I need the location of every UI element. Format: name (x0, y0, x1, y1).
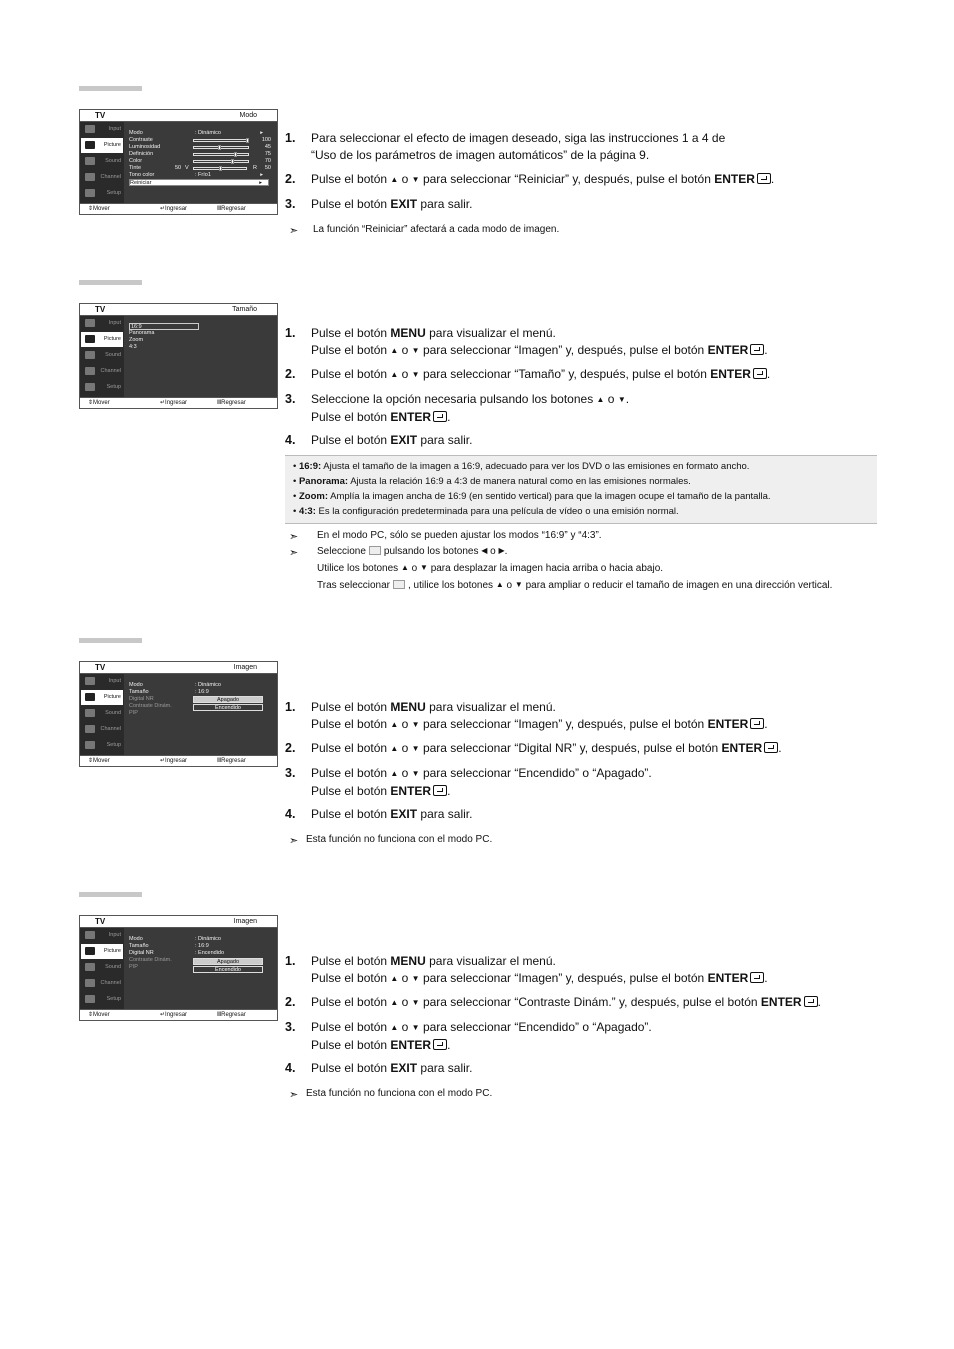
osd-row: Definición 75 (129, 151, 271, 157)
bullet-item: • 4:3: Es la configuración predeterminada para una película de vídeo o una emisión normal. (293, 506, 679, 517)
popup-option-selected: Apagado (193, 958, 263, 965)
picture-icon (85, 947, 95, 955)
osd-bottom-bar: ⇕ Mover ↵ Ingresar Ⅲ Regresar (80, 755, 277, 766)
sound-icon (85, 351, 95, 359)
osd-menu-digital-nr (79, 661, 278, 767)
osd-sidebar (80, 928, 124, 1009)
side-sound: Sound (81, 706, 123, 721)
osd-option: Panorama (129, 330, 155, 336)
osd-title: Imagen (233, 664, 257, 671)
osd-tv-label: TV (95, 917, 106, 926)
osd-row: Contraste Dinám. (129, 957, 172, 963)
setup-icon (85, 383, 95, 391)
channel-icon (85, 367, 95, 375)
osd-row: Digital NR : Encendido (129, 950, 225, 956)
input-icon (85, 319, 95, 327)
screen-mode-icon (369, 546, 381, 555)
osd-row: Modo : Dinámico ▸ (129, 130, 263, 136)
osd-menu-modo (79, 109, 278, 215)
osd-row: Color 70 (129, 158, 271, 164)
picture-icon (85, 693, 95, 701)
enter-icon (757, 173, 771, 184)
picture-icon (85, 141, 95, 149)
enter-icon (433, 785, 447, 796)
osd-title: Imagen (233, 918, 257, 925)
setup-icon (85, 189, 95, 197)
channel-icon (85, 725, 95, 733)
osd-bottom-bar: ⇕ Mover ↵ Ingresar Ⅲ Regresar (80, 1009, 277, 1020)
popup-option: Encendido (193, 704, 263, 711)
bullet-item: • 16:9: Ajusta el tamaño de la imagen a 16:9, adecuado para ver los DVD o las emisiones en formato ancho. (293, 461, 750, 472)
section-divider (79, 892, 142, 897)
sound-icon (85, 157, 95, 165)
channel-icon (85, 173, 95, 181)
osd-sidebar (80, 122, 124, 203)
zoom-mode-icon (393, 580, 405, 589)
osd-menu-contraste-dinam (79, 915, 278, 1021)
setup-icon (85, 995, 95, 1003)
side-picture: Picture (81, 690, 123, 705)
note: ➣ Esta función no funciona con el modo PC. (289, 834, 493, 847)
osd-row: Luminosidad 45 (129, 144, 271, 150)
channel-icon (85, 979, 95, 987)
osd-row: Tinte 50 V R 50 (129, 165, 271, 171)
side-input: Input (81, 674, 123, 689)
enter-icon (804, 996, 818, 1007)
side-sound: Sound (81, 154, 123, 169)
osd-row: Tono color : Frío1 ▸ (129, 172, 263, 178)
section-divider (79, 280, 142, 285)
enter-icon (750, 718, 764, 729)
osd-row: Tamaño : 16:9 (129, 689, 209, 695)
enter-icon (750, 344, 764, 355)
note-arrow-icon: ➣ (289, 531, 299, 543)
bullet-item: • Panorama: Ajusta la relación 16:9 a 4:3 de manera natural como en las emisiones normales. (293, 476, 691, 487)
osd-row: PIP (129, 710, 138, 716)
popup-option-selected: Apagado (193, 696, 263, 703)
note: ➣ La función “Reiniciar” afectará a cada modo de imagen. (289, 224, 560, 237)
osd-row: Tamaño : 16:9 (129, 943, 209, 949)
side-setup: Setup (81, 380, 123, 395)
input-icon (85, 125, 95, 133)
note: ➣ Seleccione pulsando los botones ◀ o ▶. (289, 546, 508, 559)
section-divider (79, 86, 142, 91)
side-input: Input (81, 122, 123, 137)
sound-icon (85, 963, 95, 971)
popup-option: Encendido (193, 966, 263, 973)
side-setup: Setup (81, 186, 123, 201)
osd-row-selected: Reiniciar ▸ (129, 179, 269, 186)
enter-icon (433, 1039, 447, 1050)
sound-icon (85, 709, 95, 717)
osd-menu-tamano (79, 303, 278, 409)
note: ➣ Esta función no funciona con el modo PC. (289, 1088, 493, 1101)
side-setup: Setup (81, 992, 123, 1007)
enter-icon (750, 972, 764, 983)
osd-title: Modo (239, 112, 257, 119)
side-picture: Picture (81, 944, 123, 959)
note-arrow-icon: ➣ (289, 547, 299, 559)
side-setup: Setup (81, 738, 123, 753)
bullet-item: • Zoom: Amplía la imagen ancha de 16:9 (en sentido vertical) para que la imagen ocupe el tamaño de la pantalla. (293, 491, 771, 502)
note-arrow-icon: ➣ (289, 1089, 299, 1101)
size-options-box (285, 455, 877, 524)
osd-row: Digital NR (129, 696, 154, 702)
side-channel: Channel (81, 976, 123, 991)
note-arrow-icon: ➣ (289, 225, 299, 237)
side-input: Input (81, 928, 123, 943)
enter-icon (753, 368, 767, 379)
osd-bottom-bar: ⇕ Mover ↵ Ingresar Ⅲ Regresar (80, 203, 277, 214)
osd-tv-label: TV (95, 111, 106, 120)
setup-icon (85, 741, 95, 749)
osd-row: Contraste Dinám. (129, 703, 172, 709)
osd-option: Zoom (129, 337, 144, 343)
side-picture: Picture (81, 332, 123, 347)
input-icon (85, 677, 95, 685)
osd-option: 4:3 (129, 344, 137, 350)
osd-row: Modo : Dinámico (129, 936, 221, 942)
osd-tv-label: TV (95, 305, 106, 314)
enter-icon (433, 411, 447, 422)
side-channel: Channel (81, 722, 123, 737)
osd-row: Modo : Dinámico (129, 682, 221, 688)
osd-title: Tamaño (232, 306, 257, 313)
side-input: Input (81, 316, 123, 331)
enter-icon (764, 742, 778, 753)
osd-row: Contraste 100 (129, 137, 271, 143)
note: ➣ En el modo PC, sólo se pueden ajustar los modos “16:9” y “4:3”. (289, 530, 602, 543)
osd-sidebar (80, 674, 124, 755)
osd-sidebar (80, 316, 124, 397)
picture-icon (85, 335, 95, 343)
side-channel: Channel (81, 170, 123, 185)
side-sound: Sound (81, 348, 123, 363)
osd-option-selected: 16:9 (129, 323, 199, 330)
side-picture: Picture (81, 138, 123, 153)
input-icon (85, 931, 95, 939)
osd-tv-label: TV (95, 663, 106, 672)
note-arrow-icon: ➣ (289, 835, 299, 847)
osd-row: PIP (129, 964, 138, 970)
side-sound: Sound (81, 960, 123, 975)
section-divider (79, 638, 142, 643)
osd-bottom-bar: ⇕ Mover ↵ Ingresar Ⅲ Regresar (80, 397, 277, 408)
side-channel: Channel (81, 364, 123, 379)
